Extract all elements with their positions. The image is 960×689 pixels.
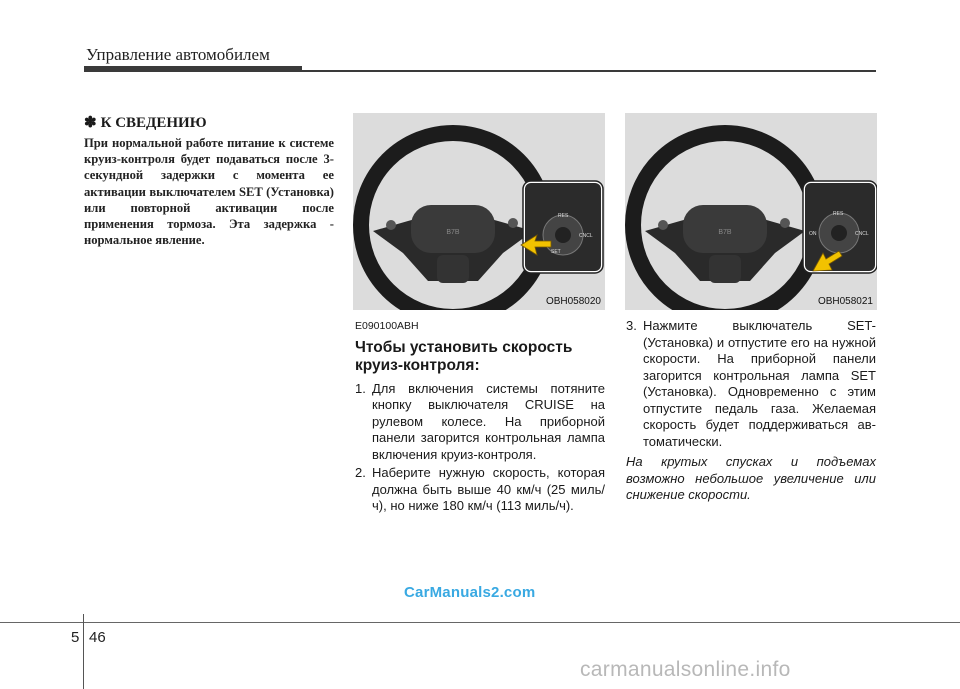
instructions-column-right — [626, 318, 876, 504]
section-heading: Чтобы установить скорость круиз-контроля: — [355, 338, 573, 374]
site-watermark: carmanualsonline.info — [580, 658, 791, 681]
svg-text:ON: ON — [809, 231, 817, 237]
speed-note: На крутых спусках и подъемах возможно небольшое увеличение или снижение скорости. — [626, 454, 876, 502]
watermark-link[interactable]: CarManuals2.com — [404, 584, 536, 601]
info-title — [84, 113, 334, 132]
step-text: Для включения системы потяните кнопку выключателя CRUISE на рулевом колесе. На приборной панели загорится контрольная лампа включения круиз-контроля. — [372, 380, 605, 462]
step-item — [626, 318, 876, 450]
section-code: E090100ABH — [355, 320, 419, 332]
step-text: Наберите нужную скорость, которая должна быть выше 40 км/ч (25 миль/ч), но ниже 180 км/ч (113 миль/ч). — [372, 465, 605, 513]
info-title-text: К СВЕДЕНИЮ — [100, 115, 207, 131]
step-item — [355, 381, 605, 464]
svg-text:RES: RES — [833, 211, 844, 217]
figure-code: OBH058020 — [545, 296, 601, 307]
instructions-column-middle — [355, 318, 605, 517]
footer-divider — [83, 614, 84, 689]
steering-wheel-figure-2 — [625, 113, 877, 310]
svg-text:B7B: B7B — [718, 229, 732, 236]
section-number: 5 — [71, 629, 80, 646]
svg-text:SET: SET — [551, 249, 561, 255]
svg-text:B7B: B7B — [446, 229, 460, 236]
header-title: Управление автомобилем — [86, 45, 270, 64]
svg-text:RES: RES — [558, 213, 569, 219]
footer-rule — [0, 622, 960, 623]
step-number: 1. — [355, 380, 366, 396]
steering-wheel-illustration — [625, 113, 877, 310]
step-item — [355, 465, 605, 515]
info-note — [84, 113, 334, 248]
star-icon: ✽ — [84, 115, 97, 131]
page-number: 46 — [89, 629, 106, 646]
steering-wheel-figure-1 — [353, 113, 605, 310]
info-body: При нормальной работе питание к системе круиз-контроля будет подаваться после 3-секундной задержки с момента ее активации выключателем SET (Установка) или повторной активации после применения тормоза. Эта задержка - нормальное явление. — [84, 136, 334, 248]
svg-text:CNCL: CNCL — [855, 231, 869, 237]
step-number: 2. — [355, 465, 366, 480]
step-text: Нажмите выключатель SET- (Установка) и отпустите его на нужной скорости. На приборной панели загорится контрольная лампа SET (Установка). Одновременно с этим отпустите педаль газа. Желаемая скорость будет поддерживаться ав- томатически. — [643, 318, 876, 449]
svg-text:CNCL: CNCL — [579, 233, 593, 239]
figure-code: OBH058021 — [817, 296, 873, 307]
step-number: 3. — [626, 318, 637, 333]
steering-wheel-illustration — [353, 113, 605, 310]
header-rule-thin — [84, 70, 876, 72]
